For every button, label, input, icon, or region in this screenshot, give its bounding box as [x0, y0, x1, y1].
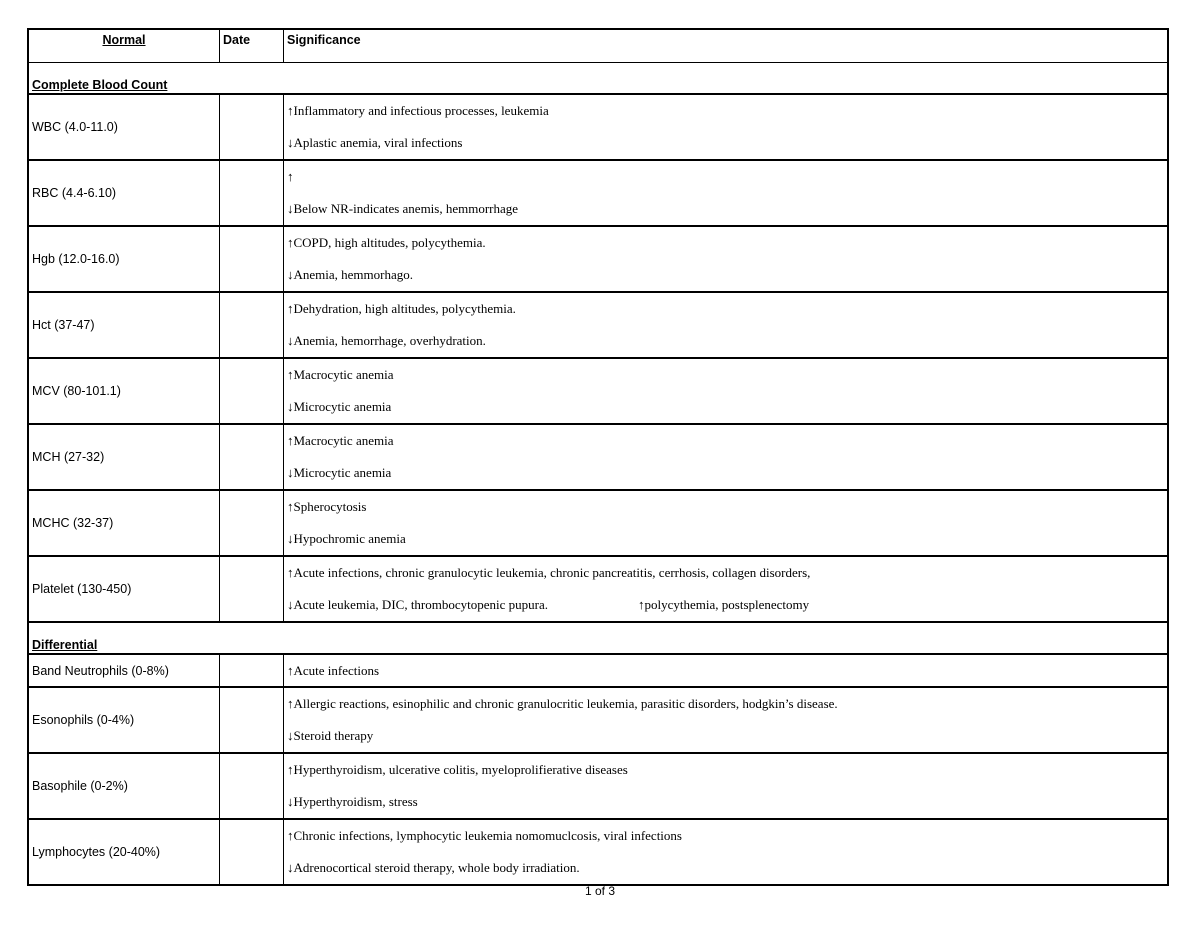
- date-cell[interactable]: [220, 160, 284, 226]
- date-cell[interactable]: [220, 753, 284, 819]
- date-cell[interactable]: [220, 358, 284, 424]
- normal-range: Hct (37-47): [29, 292, 220, 358]
- significance-cell: [284, 753, 1168, 819]
- header-normal: Normal: [29, 30, 220, 63]
- date-cell[interactable]: [220, 654, 284, 687]
- decrease-text: ↓Adrenocortical steroid therapy, whole body irradiation.: [287, 860, 580, 875]
- table-row: [29, 490, 1167, 556]
- date-cell[interactable]: [220, 819, 284, 884]
- increase-text: ↑Macrocytic anemia: [287, 433, 394, 448]
- page-number: 1 of 3: [584, 884, 616, 898]
- date-cell[interactable]: [220, 292, 284, 358]
- table-row: [29, 424, 1167, 490]
- significance-cell: [284, 292, 1168, 358]
- significance-cell: [284, 819, 1168, 884]
- normal-range: Lymphocytes (20-40%): [29, 819, 220, 884]
- section-row-differential: [29, 622, 1167, 654]
- header-row: [29, 30, 1167, 63]
- date-cell[interactable]: [220, 424, 284, 490]
- decrease-text-main: ↓Acute leukemia, DIC, thrombocytopenic pupura.: [287, 597, 549, 612]
- significance-cell: [284, 226, 1168, 292]
- header-significance: Significance: [287, 33, 361, 47]
- table-row: [29, 753, 1167, 819]
- increase-text: ↑Inflammatory and infectious processes, leukemia: [287, 103, 549, 118]
- decrease-text: ↓Anemia, hemmorhago.: [287, 267, 413, 282]
- table-row: [29, 654, 1167, 687]
- decrease-text: ↓Anemia, hemorrhage, overhydration.: [287, 333, 486, 348]
- table-row: [29, 358, 1167, 424]
- increase-text: ↑: [287, 169, 294, 184]
- date-cell[interactable]: [220, 687, 284, 753]
- decrease-text: [287, 589, 1167, 621]
- section-title-cbc: Complete Blood Count: [29, 63, 1167, 95]
- significance-cell: [284, 687, 1168, 753]
- normal-range: WBC (4.0-11.0): [29, 94, 220, 160]
- increase-text: ↑Chronic infections, lymphocytic leukemia nomomuclcosis, viral infections: [287, 828, 682, 843]
- table-row: [29, 94, 1167, 160]
- significance-cell: [284, 424, 1168, 490]
- header-date: Date: [220, 30, 284, 63]
- normal-range: MCH (27-32): [29, 424, 220, 490]
- normal-range: MCHC (32-37): [29, 490, 220, 556]
- increase-text: ↑Acute infections, chronic granulocytic leukemia, chronic pancreatitis, cerrhosis, collagen disorders,: [287, 565, 811, 580]
- decrease-text: ↓Aplastic anemia, viral infections: [287, 135, 463, 150]
- significance-cell: [284, 490, 1168, 556]
- decrease-text: ↓Steroid therapy: [287, 728, 374, 743]
- table-row: [29, 687, 1167, 753]
- date-cell[interactable]: [220, 94, 284, 160]
- normal-range: RBC (4.4-6.10): [29, 160, 220, 226]
- date-cell[interactable]: [220, 490, 284, 556]
- table-row: [29, 556, 1167, 622]
- normal-range: Esonophils (0-4%): [29, 687, 220, 753]
- decrease-text: ↓Hypochromic anemia: [287, 531, 406, 546]
- decrease-text: ↓Microcytic anemia: [287, 465, 392, 480]
- increase-text: ↑Allergic reactions, esinophilic and chronic granulocritic leukemia, parasitic disorders, hodgkin’s disease.: [287, 696, 838, 711]
- decrease-text: ↓Below NR-indicates anemis, hemmorrhage: [287, 201, 519, 216]
- table-row: [29, 292, 1167, 358]
- increase-text: ↑Acute infections: [287, 663, 380, 678]
- table-row: [29, 160, 1167, 226]
- decrease-text: ↓Hyperthyroidism, stress: [287, 794, 418, 809]
- increase-text: ↑Macrocytic anemia: [287, 367, 394, 382]
- increase-text: ↑Hyperthyroidism, ulcerative colitis, myeloprolifierative diseases: [287, 762, 628, 777]
- increase-text-extra: ↑polycythemia, postsplenectomy: [638, 597, 810, 612]
- normal-range: Band Neutrophils (0-8%): [29, 654, 220, 687]
- table-row: [29, 819, 1167, 884]
- normal-range: Basophile (0-2%): [29, 753, 220, 819]
- normal-range: Hgb (12.0-16.0): [29, 226, 220, 292]
- significance-cell: [284, 358, 1168, 424]
- increase-text: ↑COPD, high altitudes, polycythemia.: [287, 235, 486, 250]
- lab-values-table: [27, 28, 1169, 886]
- decrease-text: ↓Microcytic anemia: [287, 399, 392, 414]
- significance-cell: [284, 654, 1168, 687]
- increase-text: ↑Dehydration, high altitudes, polycythemia.: [287, 301, 516, 316]
- table-row: [29, 226, 1167, 292]
- normal-range: MCV (80-101.1): [29, 358, 220, 424]
- date-cell[interactable]: [220, 226, 284, 292]
- section-title-differential: Differential: [29, 622, 1167, 654]
- section-row-cbc: [29, 63, 1167, 95]
- date-cell[interactable]: [220, 556, 284, 622]
- significance-cell: [284, 556, 1168, 622]
- significance-cell: [284, 160, 1168, 226]
- increase-text: ↑Spherocytosis: [287, 499, 367, 514]
- significance-cell: [284, 94, 1168, 160]
- normal-range: Platelet (130-450): [29, 556, 220, 622]
